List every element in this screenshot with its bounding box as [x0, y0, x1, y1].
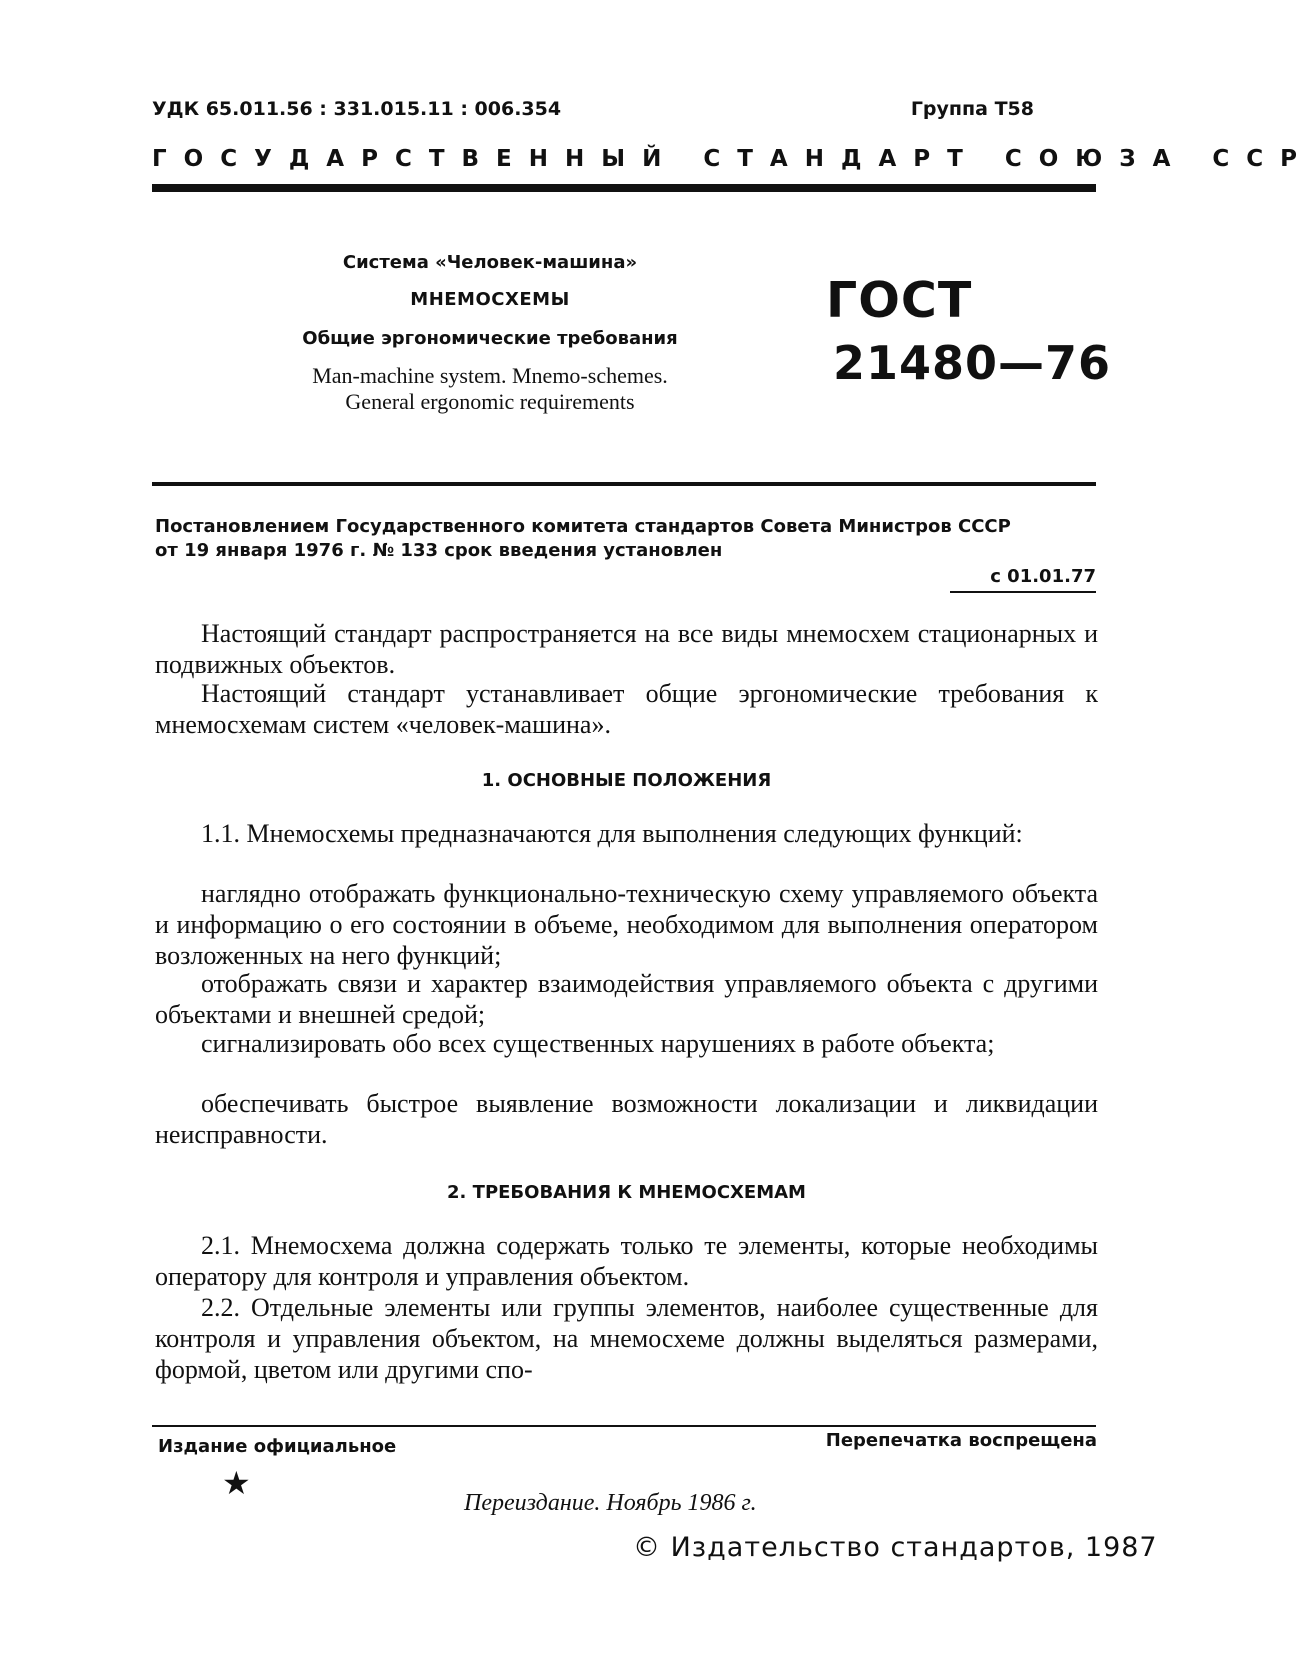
section-1-item-1: [155, 878, 1098, 971]
intro-p1-text: Настоящий стандарт распространяется на все виды мнемосхем стационарных и подвижных объектов.: [155, 619, 1098, 679]
intro-paragraph-2: [155, 678, 1098, 740]
section-2-heading: 2. ТРЕБОВАНИЯ К МНЕМОСХЕМАМ: [447, 1182, 806, 1203]
s1-item2-text: отображать связи и характер взаимодействия управляемого объекта с другими объектами и внешней средой;: [155, 969, 1098, 1029]
effective-date: с 01.01.77: [950, 566, 1096, 593]
english-title-line1: Man-machine system. Mnemo-schemes.: [312, 363, 668, 388]
system-title: Система «Человек-машина»: [342, 252, 638, 273]
intro-paragraph-1: [155, 618, 1098, 680]
ergonomic-subtitle: Общие эргономические требования: [302, 328, 678, 349]
section-1-item-2: [155, 968, 1098, 1030]
section-2-paragraph-1: [155, 1230, 1098, 1292]
section-1-heading: 1. ОСНОВНЫЕ ПОЛОЖЕНИЯ: [481, 770, 772, 791]
section-1-item-4: [155, 1088, 1098, 1150]
s1-item3-text: сигнализировать обо всех существенных нарушениях в работе объекта;: [201, 1029, 995, 1058]
reprint-prohibited-label: Перепечатка воспрещена: [825, 1430, 1097, 1451]
intro-p2-text: Настоящий стандарт устанавливает общие эргономические требования к мнемосхемам систем «человек-машина».: [155, 679, 1098, 739]
gost-number: 21480—76: [833, 336, 1112, 390]
s1-item1-text: наглядно отображать функционально-техническую схему управляемого объекта и информацию о его состоянии в объеме, необходимом для выполнения оператором возложенных на него функций;: [155, 879, 1098, 970]
decree-text: [155, 515, 1100, 563]
publisher-copyright: © Издательство стандартов, 1987: [633, 1532, 1158, 1563]
group-code: Группа Т58: [910, 98, 1034, 120]
decree-line1: Постановлением Государственного комитета стандартов Совета Министров СССР: [155, 516, 1011, 537]
decree-line2: от 19 января 1976 г. № 133 срок введения установлен: [155, 540, 723, 561]
s2-p2-text: 2.2. Отдельные элементы или группы элементов, наиболее существенные для контроля и управления объектом, на мнемосхеме должны выделяться размерами, формой, цветом или другими спо-: [155, 1293, 1098, 1384]
bottom-rule: [152, 1425, 1096, 1427]
section-1-paragraph-1: [155, 818, 1098, 849]
mnemo-title: МНЕМОСХЕМЫ: [410, 289, 570, 310]
state-standard-banner: ГОСУДАРСТВЕННЫЙ СТАНДАРТ СОЮЗА ССР: [152, 146, 1314, 172]
official-edition-label: Издание официальное: [158, 1436, 397, 1457]
middle-rule: [152, 482, 1096, 486]
top-rule: [152, 184, 1096, 192]
s1-p1-text: 1.1. Мнемосхемы предназначаются для выполнения следующих функций:: [201, 819, 1023, 848]
section-2-paragraph-2: [155, 1292, 1098, 1385]
s1-item4-text: обеспечивать быстрое выявление возможности локализации и ликвидации неисправности.: [155, 1089, 1098, 1149]
s2-p1-text: 2.1. Мнемосхема должна содержать только те элементы, которые необходимы оператору для контроля и управления объектом.: [155, 1231, 1098, 1291]
udk-code: УДК 65.011.56 : 331.015.11 : 006.354: [152, 98, 562, 120]
title-block: [230, 252, 750, 415]
gost-label: ГОСТ: [826, 272, 973, 329]
english-title-line2: General ergonomic requirements: [345, 389, 635, 414]
reissue-note: Переиздание. Ноябрь 1986 г.: [464, 1490, 757, 1516]
section-1-item-3: [155, 1028, 1098, 1059]
star-icon: ★: [222, 1465, 251, 1501]
